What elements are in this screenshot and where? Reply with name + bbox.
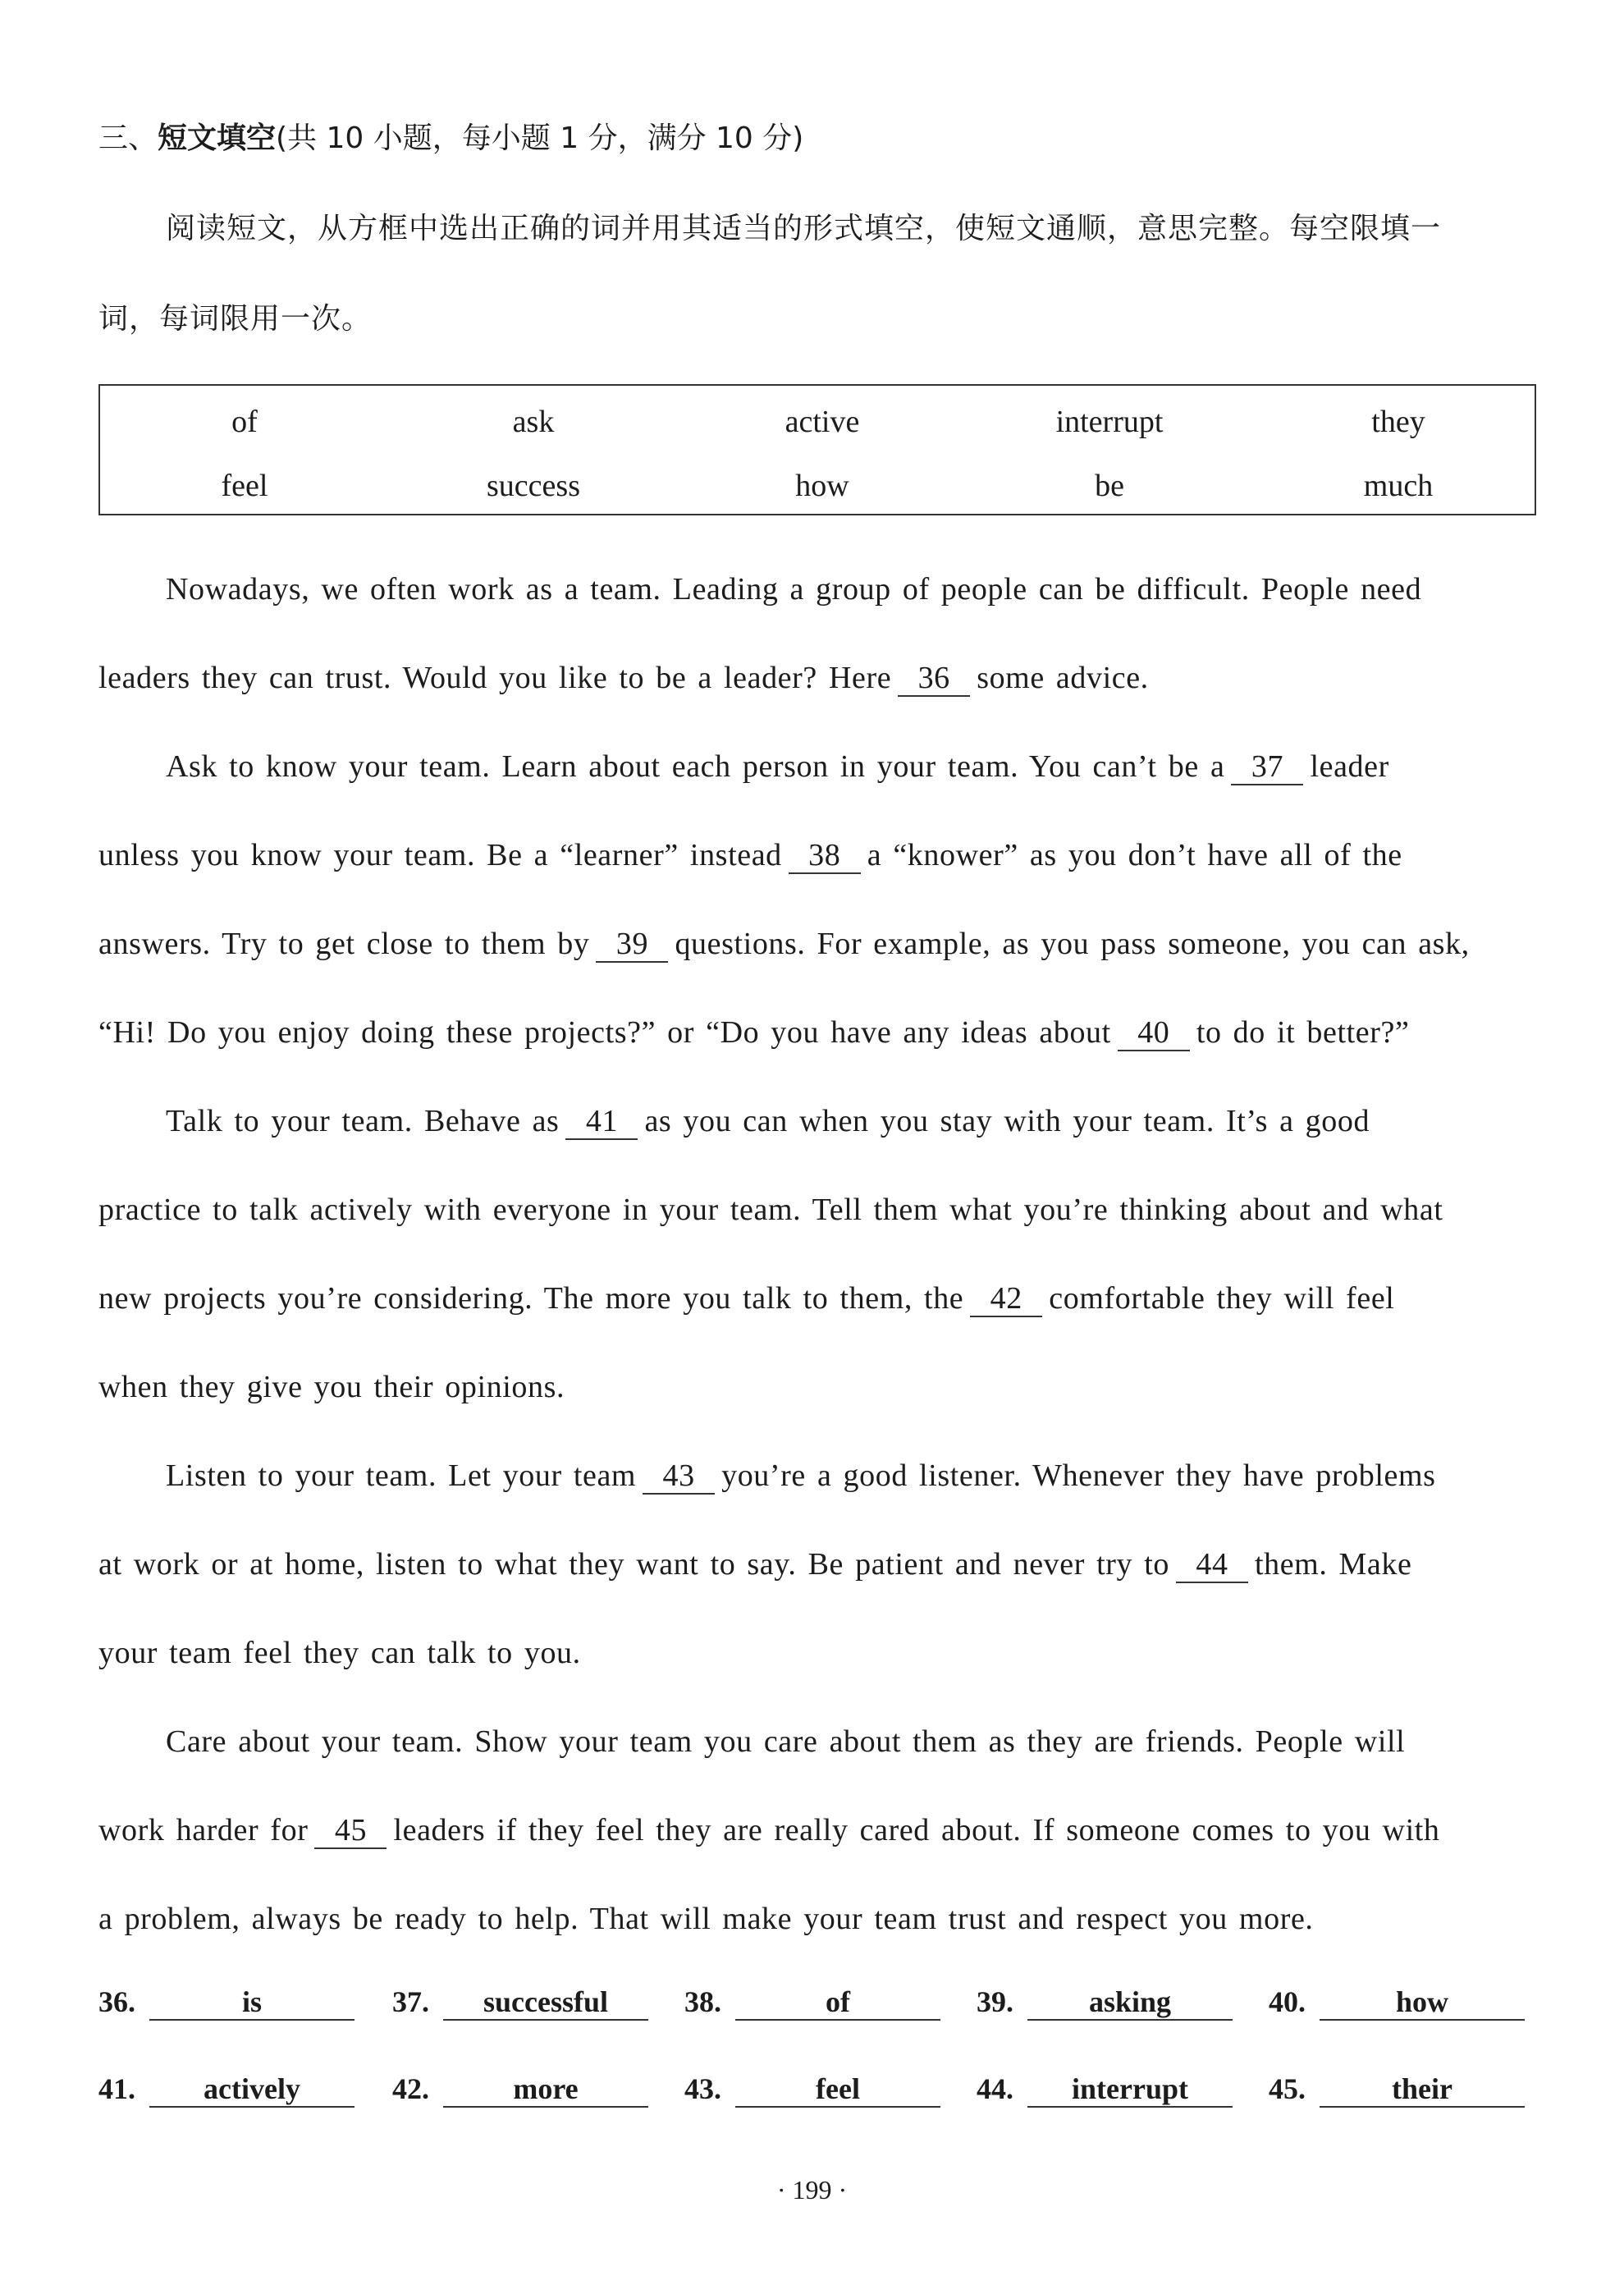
passage-line: a problem, always be ready to help. That will make your team trust and respect you more.: [98, 1902, 1314, 1936]
answer-value: of: [735, 1986, 940, 2021]
answer-item: [684, 2072, 940, 2108]
page-number: · 199 ·: [776, 2175, 848, 2204]
word-bank-box: [98, 384, 1536, 515]
blank-38: 38: [789, 840, 861, 874]
blank-36: 36: [898, 662, 970, 697]
blank-44: 44: [1176, 1549, 1248, 1583]
blank-42: 42: [970, 1283, 1042, 1317]
instructions-line-1: 阅读短文，从方框中选出正确的词并用其适当的形式填空，使短文通顺，意思完整。每空限填一: [166, 212, 1442, 245]
answer-number: 44.: [977, 2072, 1013, 2105]
answer-item: [98, 2072, 355, 2108]
passage-line: “Hi! Do you enjoy doing these projects?” or “Do you have any ideas about 40 to do it better?”: [98, 1015, 1410, 1050]
answer-item: [1269, 1985, 1525, 2021]
answer-number: 45.: [1269, 2072, 1306, 2105]
word-bank-word: how: [795, 469, 849, 503]
passage-line: unless you know your team. Be a “learner” instead 38 a “knower” as you don’t have all of the: [98, 838, 1402, 872]
answer-number: 37.: [392, 1985, 429, 2018]
answer-value: is: [149, 1986, 355, 2021]
answer-value: how: [1320, 1986, 1525, 2021]
answer-item: [392, 2072, 648, 2108]
blank-37: 37: [1231, 751, 1303, 785]
answer-number: 38.: [684, 1985, 721, 2018]
answer-number: 43.: [684, 2072, 721, 2105]
passage-line: your team feel they can talk to you.: [98, 1636, 581, 1670]
passage-line: when they give you their opinions.: [98, 1370, 565, 1404]
passage-line: Listen to your team. Let your team 43 you’re a good listener. Whenever they have problems: [166, 1458, 1436, 1493]
section-title: 短文填空: [158, 121, 277, 155]
answer-item: [1269, 2072, 1525, 2108]
answer-value: successful: [443, 1986, 648, 2021]
answer-item: [684, 1985, 940, 2021]
word-bank-word: feel: [221, 469, 268, 503]
section-number: 三、: [98, 121, 158, 155]
answer-number: 36.: [98, 1985, 135, 2018]
blank-39: 39: [596, 928, 668, 963]
blank-41: 41: [565, 1106, 638, 1140]
answer-number: 40.: [1269, 1985, 1306, 2018]
answer-value: asking: [1027, 1986, 1233, 2021]
answer-item: [98, 1985, 355, 2021]
answer-item: [392, 1985, 648, 2021]
answer-value: actively: [149, 2073, 355, 2108]
answer-number: 41.: [98, 2072, 135, 2105]
section-heading: [98, 115, 803, 157]
answer-item: [977, 1985, 1233, 2021]
answer-row: [0, 2072, 1624, 2113]
instructions-line-2: 词，每词限用一次。: [98, 302, 373, 336]
blank-45: 45: [314, 1815, 387, 1849]
answer-row: [0, 1985, 1624, 2026]
section-scoring-rule: (共 10 小题，每小题 1 分，满分 10 分): [276, 121, 804, 155]
passage-line: Care about your team. Show your team you care about them as they are friends. People will: [166, 1724, 1406, 1759]
passage-line: at work or at home, listen to what they want to say. Be patient and never try to 44 them. Make: [98, 1547, 1412, 1582]
answer-value: more: [443, 2073, 648, 2108]
word-bank-word: active: [785, 405, 860, 439]
passage-line: answers. Try to get close to them by 39 questions. For example, as you pass someone, you can ask,: [98, 927, 1470, 961]
passage-line: leaders they can trust. Would you like to be a leader? Here 36 some advice.: [98, 661, 1149, 695]
word-bank-word: much: [1363, 469, 1434, 503]
answer-value: their: [1320, 2073, 1525, 2108]
answer-item: [977, 2072, 1233, 2108]
passage-line: Ask to know your team. Learn about each person in your team. You can’t be a 37 leader: [166, 749, 1389, 784]
word-bank-word: interrupt: [1055, 405, 1164, 439]
blank-40: 40: [1118, 1017, 1190, 1051]
word-bank-word: they: [1371, 405, 1425, 439]
answer-value: interrupt: [1027, 2073, 1233, 2108]
passage-line: practice to talk actively with everyone in your team. Tell them what you’re thinking about and what: [98, 1193, 1443, 1227]
word-bank-word: of: [231, 405, 258, 439]
word-bank-word: ask: [512, 405, 555, 439]
answer-value: feel: [735, 2073, 940, 2108]
blank-43: 43: [643, 1460, 715, 1495]
answer-number: 39.: [977, 1985, 1013, 2018]
word-bank-word: be: [1095, 469, 1124, 503]
answer-number: 42.: [392, 2072, 429, 2105]
passage-line: new projects you’re considering. The more you talk to them, the 42 comfortable they will feel: [98, 1281, 1395, 1316]
passage-line: Talk to your team. Behave as 41 as you can when you stay with your team. It’s a good: [166, 1104, 1370, 1138]
word-bank-word: success: [487, 469, 580, 503]
passage-line: Nowadays, we often work as a team. Leading a group of people can be difficult. People need: [166, 572, 1422, 607]
passage-line: work harder for 45 leaders if they feel they are really cared about. If someone comes to you with: [98, 1813, 1440, 1847]
